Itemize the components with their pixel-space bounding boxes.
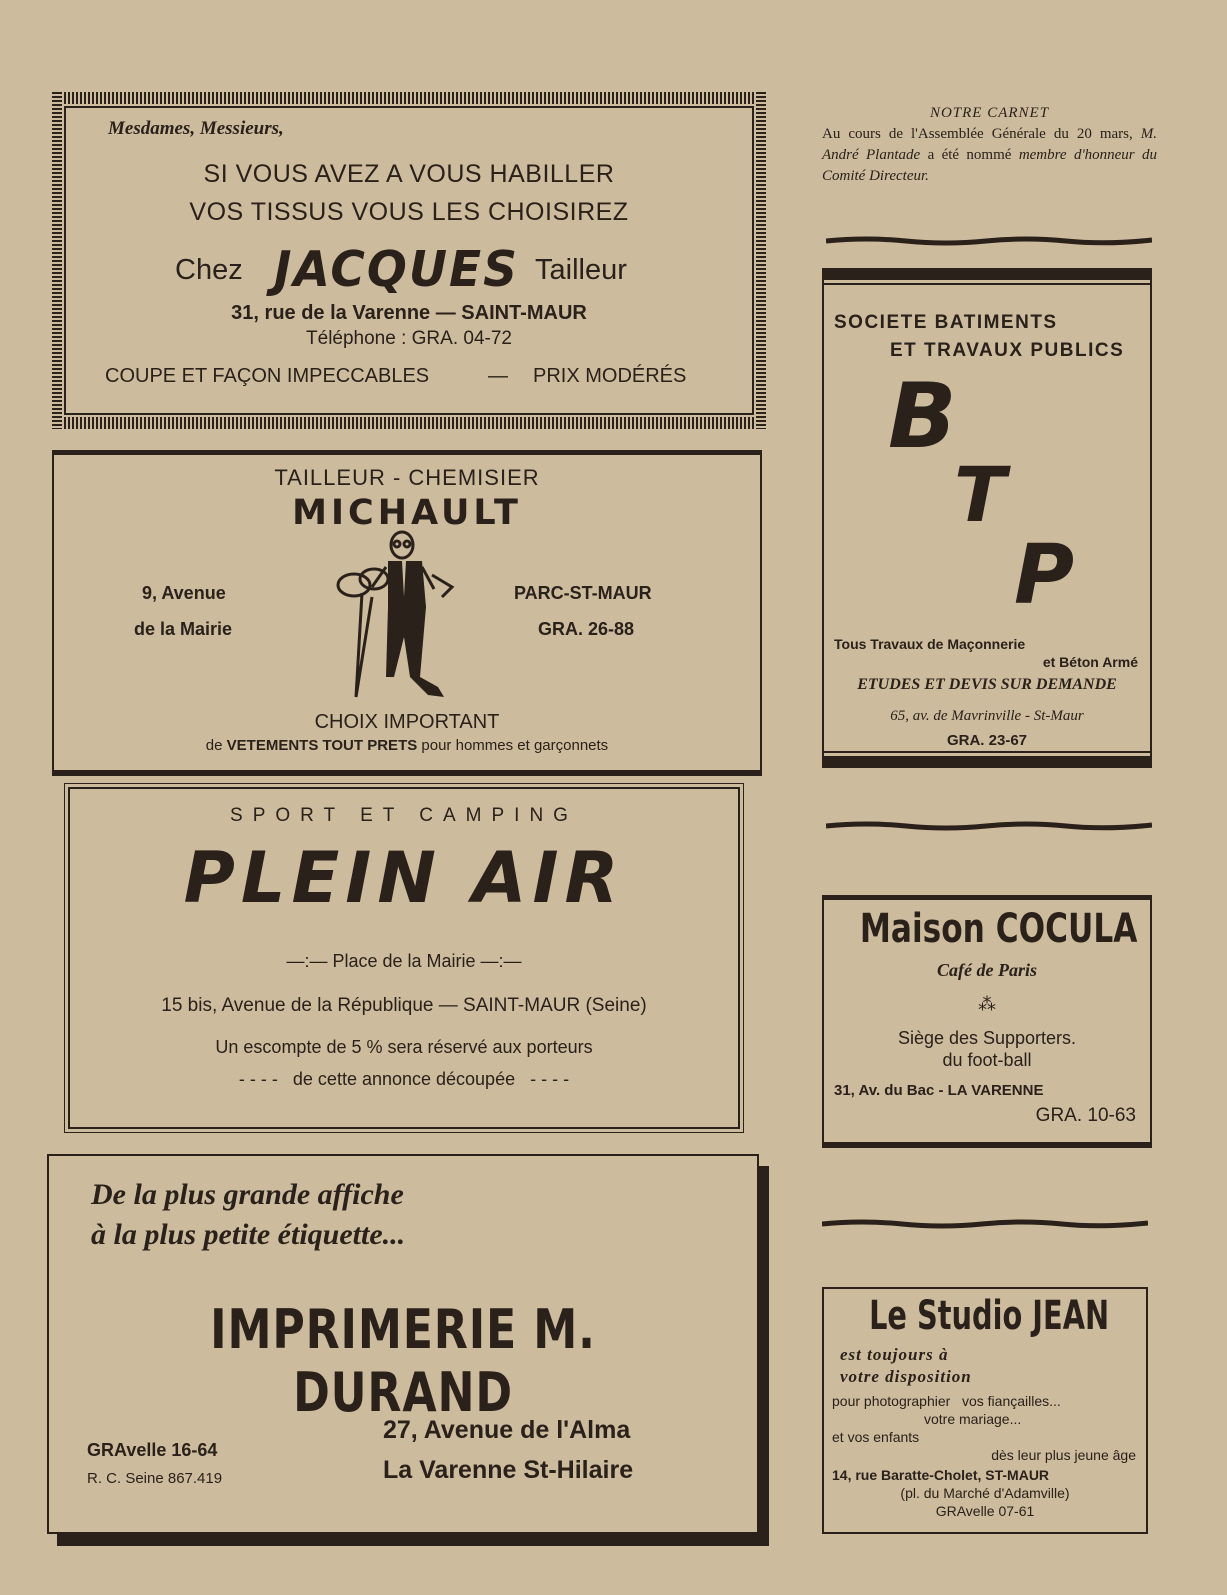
ad-plein-air (68, 787, 740, 1129)
btp-letter-b: B (888, 364, 957, 469)
cocula-brand: Maison COCULA (859, 906, 1138, 952)
wave-separator (826, 235, 1152, 247)
address: 65, av. de Mavrinville - St-Maur (890, 708, 1084, 724)
ad-jacques (52, 92, 766, 429)
travaux2: et Béton Armé (1042, 654, 1138, 670)
carnet-person: M. André Plantade (822, 126, 1158, 163)
address: 15 bis, Avenue de la République — SAINT-MAUR (Seine) (161, 995, 647, 1016)
travaux1: Tous Travaux de Maçonnerie (834, 636, 1026, 652)
pleinair-header: SPORT ET CAMPING (230, 805, 578, 826)
headline-line1: SI VOUS AVEZ A VOUS HABILLER (203, 160, 615, 188)
ad-michault (52, 450, 762, 776)
carnet-text (822, 124, 1157, 187)
l7: 14, rue Baratte-Cholet, ST-MAUR (832, 1467, 1050, 1483)
carnet-text-pre: Au cours de l'Assemblée Générale du 20 mars, (822, 126, 1133, 142)
footer-line (54, 737, 760, 754)
footer-pre: de (205, 737, 223, 754)
phone: GRA. 26-88 (538, 619, 635, 639)
notre-carnet (822, 103, 1157, 187)
border-stripe (52, 417, 766, 429)
headline-line2: VOS TISSUS VOUS LES CHOISIREZ (189, 198, 629, 226)
addr-line1: 9, Avenue (142, 583, 226, 603)
footer-bold: VETEMENTS TOUT PRETS (226, 737, 418, 754)
ad-durand (47, 1154, 759, 1534)
addr-line2: de la Mairie (134, 619, 233, 639)
cafe-name: Café de Paris (937, 960, 1037, 980)
tailleur-label: Tailleur (535, 254, 627, 286)
btp-line1: SOCIETE BATIMENTS (834, 312, 1058, 333)
addr-line1: 27, Avenue de l'Alma (383, 1416, 631, 1444)
tailor-scissors-illustration (332, 527, 468, 713)
choix-text: CHOIX IMPORTANT (314, 711, 500, 733)
chez-label: Chez (175, 254, 243, 286)
siege1: Siège des Supporters. (897, 1028, 1077, 1048)
ad-btp (822, 268, 1152, 768)
border-stripe (52, 92, 766, 104)
rule (824, 283, 1150, 285)
carnet-text-mid: a été nommé (927, 147, 1012, 163)
michault-header: TAILLEUR - CHEMISIER (274, 465, 540, 490)
carnet-title: NOTRE CARNET (929, 105, 1050, 121)
phone: GRAvelle 16-64 (87, 1440, 218, 1460)
jacques-brand: JACQUES (274, 240, 519, 299)
tagline-1: De la plus grande affiche (91, 1178, 404, 1211)
l8: (pl. du Marché d'Adamville) (900, 1485, 1070, 1501)
decoupee: - - - - de cette annonce découpée - - - - (238, 1069, 570, 1089)
michault-brand: MICHAULT (292, 493, 522, 533)
border-stripe (52, 92, 62, 429)
coupe-text: COUPE ET FAÇON IMPECCABLES (105, 365, 430, 387)
studio-brand: Le Studio JEAN (869, 1293, 1110, 1339)
footer-post: pour hommes et garçonnets (421, 737, 609, 754)
wave-separator (822, 1218, 1148, 1230)
separator-dash: — (488, 365, 508, 387)
l5: et vos enfants (832, 1429, 920, 1445)
carnet-role: membre d'honneur du Comité Directeur. (822, 147, 1158, 184)
address: 31, Av. du Bac - LA VARENNE (834, 1082, 1044, 1099)
addr-line2: La Varenne St-Hilaire (383, 1456, 634, 1484)
phone: Téléphone : GRA. 04-72 (306, 328, 512, 349)
siege2: du foot-ball (942, 1050, 1032, 1070)
pleinair-brand: PLEIN AIR (183, 837, 625, 919)
rule (824, 751, 1150, 753)
phone: GRA. 10-63 (1035, 1105, 1136, 1126)
btp-line2: ET TRAVAUX PUBLICS (890, 340, 1125, 361)
l9: GRAvelle 07-61 (935, 1503, 1035, 1519)
address: 31, rue de la Varenne — SAINT-MAUR (231, 302, 587, 324)
etudes: ETUDES ET DEVIS SUR DEMANDE (857, 676, 1117, 693)
l4: votre mariage... (924, 1411, 1022, 1427)
btp-letter-t: T (954, 450, 1006, 539)
ad-cocula (822, 895, 1152, 1148)
rc-number: R. C. Seine 867.419 (87, 1470, 223, 1487)
salutation: Mesdames, Messieurs, (108, 118, 284, 139)
ad-studio-jean (822, 1287, 1148, 1534)
phone: GRA. 23-67 (946, 732, 1028, 749)
durand-brand: IMPRIMERIE M. DURAND (210, 1298, 596, 1424)
place: —:— Place de la Mairie —:— (286, 951, 522, 971)
tagline-2: à la plus petite étiquette... (91, 1218, 406, 1251)
stars-ornament: ⁂ (978, 994, 996, 1014)
btp-letter-p: P (1014, 528, 1075, 623)
border-stripe (756, 92, 766, 429)
prix-text: PRIX MODÉRÉS (533, 365, 687, 387)
l3: pour photographier vos fiançailles... (832, 1393, 1061, 1409)
l6: dès leur plus jeune âge (991, 1447, 1136, 1463)
l1: est toujours à (840, 1345, 949, 1364)
escompte: Un escompte de 5 % sera réservé aux porteurs (215, 1037, 593, 1057)
city: PARC-ST-MAUR (514, 583, 652, 603)
l2: votre disposition (840, 1367, 972, 1386)
wave-separator (826, 820, 1152, 832)
